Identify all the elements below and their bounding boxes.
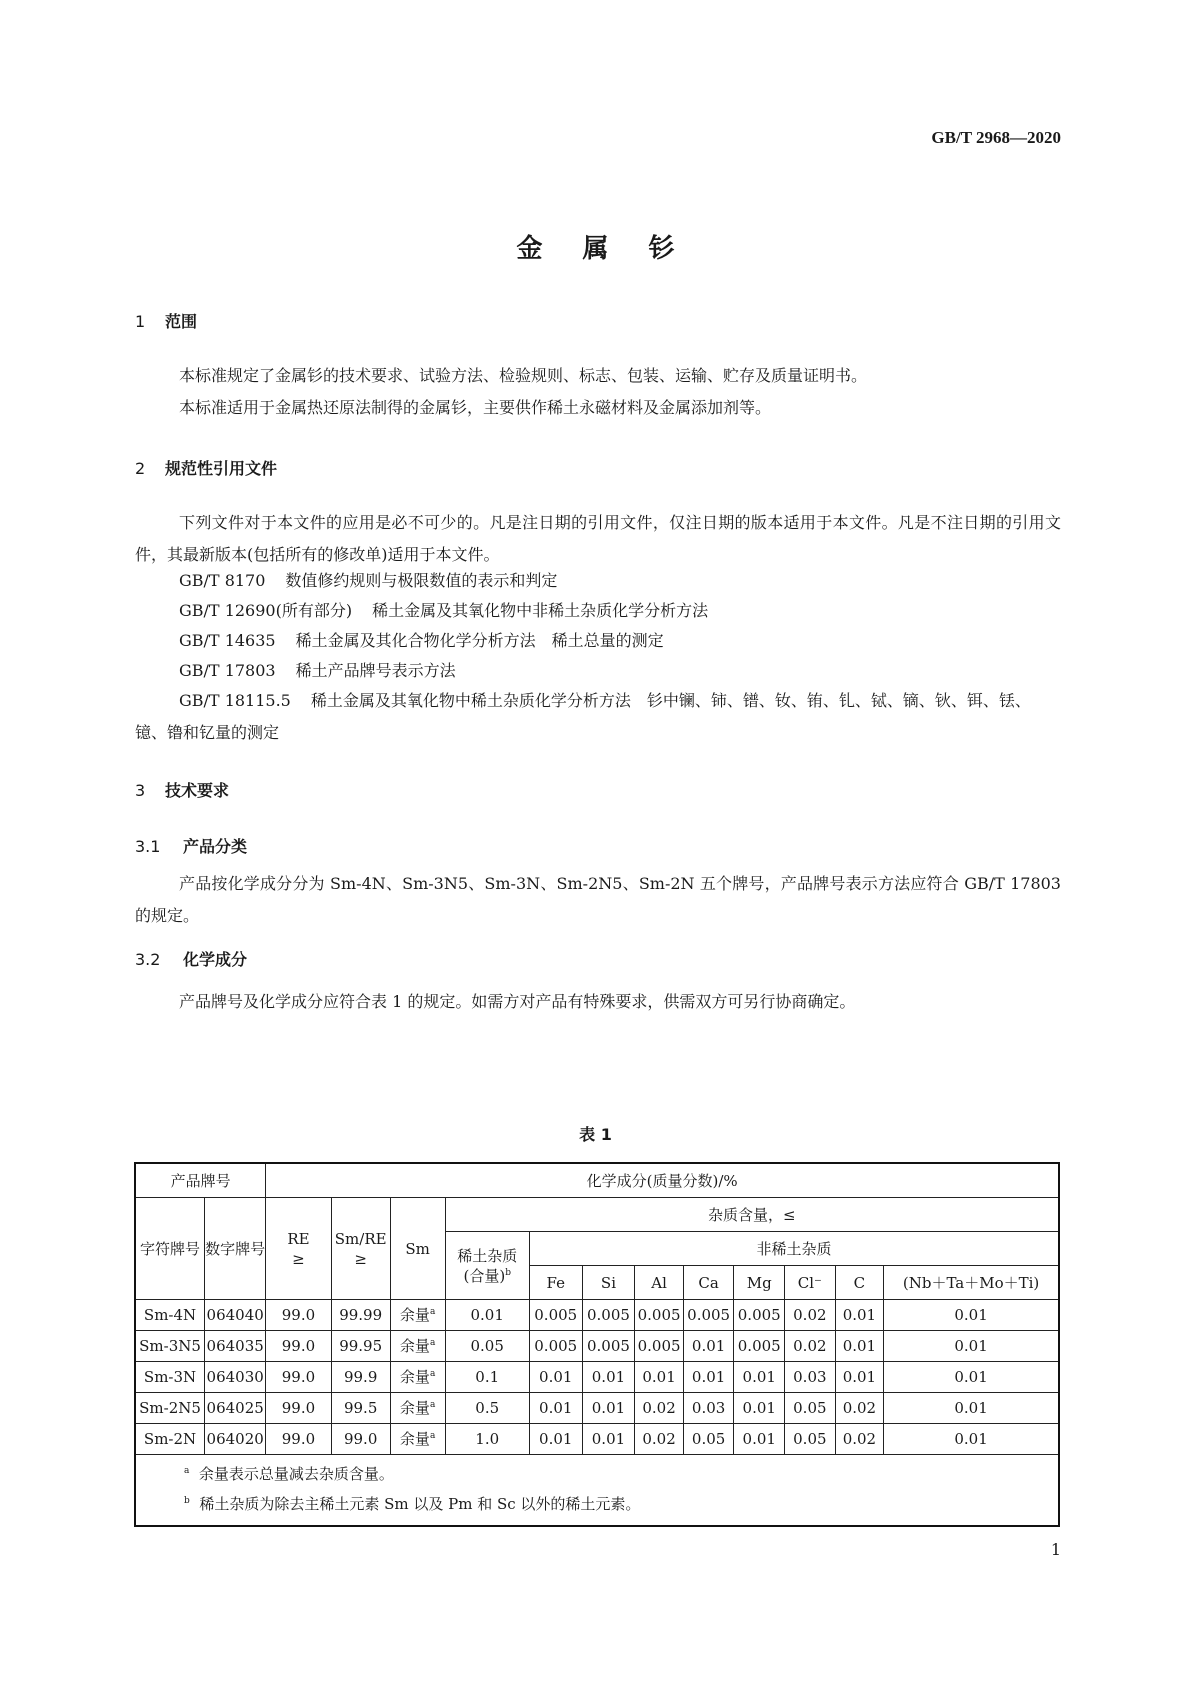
cell-impurity-value: 0.01 [734, 1424, 785, 1455]
reference-code: GB/T 18115.5 [179, 691, 291, 710]
cell-impurity-value: 0.01 [582, 1393, 635, 1424]
reference-item [179, 625, 1061, 657]
cell-rare-impurity: 0.5 [445, 1393, 529, 1424]
header-smre [331, 1198, 390, 1300]
paragraph: 本标准规定了金属钐的技术要求、试验方法、检验规则、标志、包装、运输、贮存及质量证明书。 [179, 366, 868, 385]
cell-digit-brand: 064040 [205, 1300, 266, 1331]
section-title: 范围 [165, 312, 198, 331]
reference-title: 数值修约规则与极限数值的表示和判定 [285, 571, 558, 590]
cell-sm-text: 余量 [399, 1337, 430, 1355]
header-smre-label: Sm/RE [334, 1229, 387, 1248]
section-number: 3.1 [135, 837, 161, 856]
header-col: Fe [529, 1266, 582, 1300]
section-number: 3.2 [135, 950, 161, 969]
cell-impurity-value: 0.01 [529, 1362, 582, 1393]
cell-impurity-value: 0.05 [785, 1393, 836, 1424]
cell-impurity-value: 0.03 [683, 1393, 734, 1424]
cell-digit-brand: 064025 [205, 1393, 266, 1424]
table-row [135, 1424, 1059, 1455]
paragraph: 本标准适用于金属热还原法制得的金属钐，主要供作稀土永磁材料及金属添加剂等。 [179, 398, 772, 417]
cell-impurity-value: 0.01 [734, 1393, 785, 1424]
cell-smre: 99.95 [331, 1331, 390, 1362]
cell-sm [390, 1393, 445, 1424]
cell-char-brand: Sm-4N [135, 1300, 205, 1331]
header-col: (Nb＋Ta＋Mo＋Ti) [884, 1266, 1059, 1300]
cell-impurity-value: 0.005 [529, 1300, 582, 1331]
cell-impurity-value: 0.05 [785, 1424, 836, 1455]
cell-impurity-value: 0.05 [683, 1424, 734, 1455]
cell-re: 99.0 [266, 1424, 331, 1455]
header-col: Si [582, 1266, 635, 1300]
cell-impurity-value: 0.03 [785, 1362, 836, 1393]
cell-impurity-value: 0.02 [835, 1424, 884, 1455]
footnote-mark: b [184, 1496, 190, 1506]
note-text: 余量表示总量减去杂质含量。 [198, 1465, 394, 1483]
cell-impurity-value: 0.01 [835, 1300, 884, 1331]
header-col: C [835, 1266, 884, 1300]
cell-re: 99.0 [266, 1362, 331, 1393]
footnote-mark: a [429, 1431, 436, 1441]
paragraph: 下列文件对于本文件的应用是必不可少的。凡是注日期的引用文件，仅注日期的版本适用于本文件。凡是不注日期的引用文件，其最新版本(包括所有的修改单)适用于本文件。 [135, 513, 1061, 564]
cell-digit-brand: 064035 [205, 1331, 266, 1362]
cell-rare-impurity: 1.0 [445, 1424, 529, 1455]
footnote-mark: a [429, 1400, 436, 1410]
cell-impurity-value: 0.005 [529, 1331, 582, 1362]
cell-char-brand: Sm-2N5 [135, 1393, 205, 1424]
reference-item [179, 655, 1061, 687]
cell-impurity-value: 0.01 [835, 1331, 884, 1362]
cell-rare-impurity: 0.01 [445, 1300, 529, 1331]
section-3-2-heading [135, 947, 247, 970]
table-body [135, 1300, 1059, 1455]
table-row [135, 1300, 1059, 1331]
note-text: 稀土杂质为除去主稀土元素 Sm 以及 Pm 和 Sc 以外的稀土元素。 [199, 1495, 641, 1513]
cell-smre: 99.9 [331, 1362, 390, 1393]
cell-smre: 99.5 [331, 1393, 390, 1424]
header-chem: 化学成分(质量分数)/% [266, 1163, 1059, 1198]
cell-impurity-value: 0.005 [734, 1300, 785, 1331]
header-brand: 产品牌号 [135, 1163, 266, 1198]
cell-impurity-value: 0.02 [635, 1393, 684, 1424]
cell-impurity-value: 0.005 [582, 1331, 635, 1362]
header-rare-sum: (合量) [463, 1266, 506, 1285]
cell-re: 99.0 [266, 1393, 331, 1424]
footnote-mark: a [429, 1369, 436, 1379]
cell-re: 99.0 [266, 1300, 331, 1331]
cell-sm [390, 1331, 445, 1362]
cell-smre: 99.99 [331, 1300, 390, 1331]
reference-code: GB/T 8170 [179, 571, 266, 590]
header-nonrare-impurity: 非稀土杂质 [529, 1232, 1059, 1266]
section-number: 1 [135, 312, 146, 331]
header-col: Al [635, 1266, 684, 1300]
header-impurity: 杂质含量，≤ [445, 1198, 1059, 1232]
section-number: 2 [135, 459, 146, 478]
footnote-mark: b [505, 1267, 511, 1278]
table-row [135, 1331, 1059, 1362]
cell-sm-text: 余量 [399, 1430, 430, 1448]
cell-digit-brand: 064030 [205, 1362, 266, 1393]
cell-rare-impurity: 0.1 [445, 1362, 529, 1393]
cell-char-brand: Sm-2N [135, 1424, 205, 1455]
cell-rare-impurity: 0.05 [445, 1331, 529, 1362]
cell-impurity-value: 0.01 [884, 1424, 1059, 1455]
cell-digit-brand: 064020 [205, 1424, 266, 1455]
reference-title: 稀土产品牌号表示方法 [295, 661, 456, 680]
header-col: Cl⁻ [785, 1266, 836, 1300]
paragraph: 产品牌号及化学成分应符合表 1 的规定。如需方对产品有特殊要求，供需双方可另行协商确定。 [179, 992, 856, 1011]
section-2-heading [135, 456, 277, 479]
reference-item [135, 685, 1061, 749]
cell-char-brand: Sm-3N [135, 1362, 205, 1393]
table-note [184, 1459, 1058, 1489]
reference-code: GB/T 17803 [179, 661, 276, 680]
header-rare-impurity [445, 1232, 529, 1300]
section-3-heading [135, 778, 229, 801]
table-note [184, 1489, 1058, 1519]
page-number: 1 [1050, 1540, 1061, 1559]
cell-sm [390, 1424, 445, 1455]
section-1-heading [135, 309, 197, 332]
cell-char-brand: Sm-3N5 [135, 1331, 205, 1362]
cell-impurity-value: 0.005 [582, 1300, 635, 1331]
header-smre-ge: ≥ [354, 1249, 367, 1268]
document-title: 金属钐 [516, 234, 715, 264]
paragraph: 产品按化学成分分为 Sm-4N、Sm-3N5、Sm-3N、Sm-2N5、Sm-2N 五个牌号，产品牌号表示方法应符合 GB/T 17803 的规定。 [135, 874, 1061, 925]
cell-impurity-value: 0.01 [734, 1362, 785, 1393]
header-re-ge: ≥ [292, 1249, 305, 1268]
footnote-mark: a [184, 1466, 190, 1476]
section-title: 产品分类 [183, 837, 248, 856]
cell-impurity-value: 0.01 [529, 1393, 582, 1424]
header-re [266, 1198, 331, 1300]
cell-impurity-value: 0.01 [582, 1362, 635, 1393]
cell-impurity-value: 0.01 [884, 1362, 1059, 1393]
footnote-mark: a [429, 1338, 436, 1348]
section-title: 技术要求 [165, 781, 230, 800]
section-title: 化学成分 [183, 950, 248, 969]
header-col: Ca [683, 1266, 734, 1300]
header-digit-brand: 数字牌号 [205, 1198, 266, 1300]
cell-impurity-value: 0.005 [683, 1300, 734, 1331]
reference-title: 稀土金属及其氧化物中非稀土杂质化学分析方法 [372, 601, 709, 620]
reference-title: 稀土金属及其化合物化学分析方法 稀土总量的测定 [295, 631, 664, 650]
cell-impurity-value: 0.01 [529, 1424, 582, 1455]
cell-impurity-value: 0.005 [734, 1331, 785, 1362]
cell-re: 99.0 [266, 1331, 331, 1362]
header-re-label: RE [287, 1229, 310, 1248]
table-caption: 表 1 [579, 1125, 612, 1144]
cell-impurity-value: 0.01 [683, 1331, 734, 1362]
cell-impurity-value: 0.02 [635, 1424, 684, 1455]
cell-impurity-value: 0.02 [785, 1331, 836, 1362]
footnote-mark: a [429, 1307, 436, 1317]
cell-smre: 99.0 [331, 1424, 390, 1455]
cell-impurity-value: 0.005 [635, 1300, 684, 1331]
cell-impurity-value: 0.01 [835, 1362, 884, 1393]
section-3-1-heading [135, 834, 247, 857]
reference-title: 稀土金属及其氧化物中稀土杂质化学分析方法 钐中镧、铈、镨、钕、铕、钆、铽、镝、钬、铒、铥、镱、镥和钇量的测定 [135, 691, 1031, 742]
cell-sm [390, 1300, 445, 1331]
cell-impurity-value: 0.01 [683, 1362, 734, 1393]
header-char-brand: 字符牌号 [135, 1198, 205, 1300]
cell-impurity-value: 0.01 [884, 1393, 1059, 1424]
section-number: 3 [135, 781, 146, 800]
cell-sm-text: 余量 [399, 1368, 430, 1386]
reference-item [179, 565, 1061, 597]
cell-sm-text: 余量 [399, 1306, 430, 1324]
cell-impurity-value: 0.01 [884, 1331, 1059, 1362]
table-row [135, 1393, 1059, 1424]
cell-sm [390, 1362, 445, 1393]
cell-impurity-value: 0.02 [835, 1393, 884, 1424]
header-rare-label: 稀土杂质 [457, 1246, 518, 1265]
reference-code: GB/T 12690(所有部分) [179, 601, 353, 620]
cell-impurity-value: 0.01 [635, 1362, 684, 1393]
chemical-composition-table [134, 1162, 1060, 1527]
cell-impurity-value: 0.01 [884, 1300, 1059, 1331]
standard-code: GB/T 2968—2020 [931, 128, 1061, 147]
cell-impurity-value: 0.005 [635, 1331, 684, 1362]
section-title: 规范性引用文件 [165, 459, 278, 478]
cell-sm-text: 余量 [399, 1399, 430, 1417]
cell-impurity-value: 0.02 [785, 1300, 836, 1331]
header-col: Mg [734, 1266, 785, 1300]
table-notes [135, 1455, 1059, 1527]
reference-item [179, 595, 1061, 627]
cell-impurity-value: 0.01 [582, 1424, 635, 1455]
reference-code: GB/T 14635 [179, 631, 276, 650]
header-sm: Sm [390, 1198, 445, 1300]
table-row [135, 1362, 1059, 1393]
